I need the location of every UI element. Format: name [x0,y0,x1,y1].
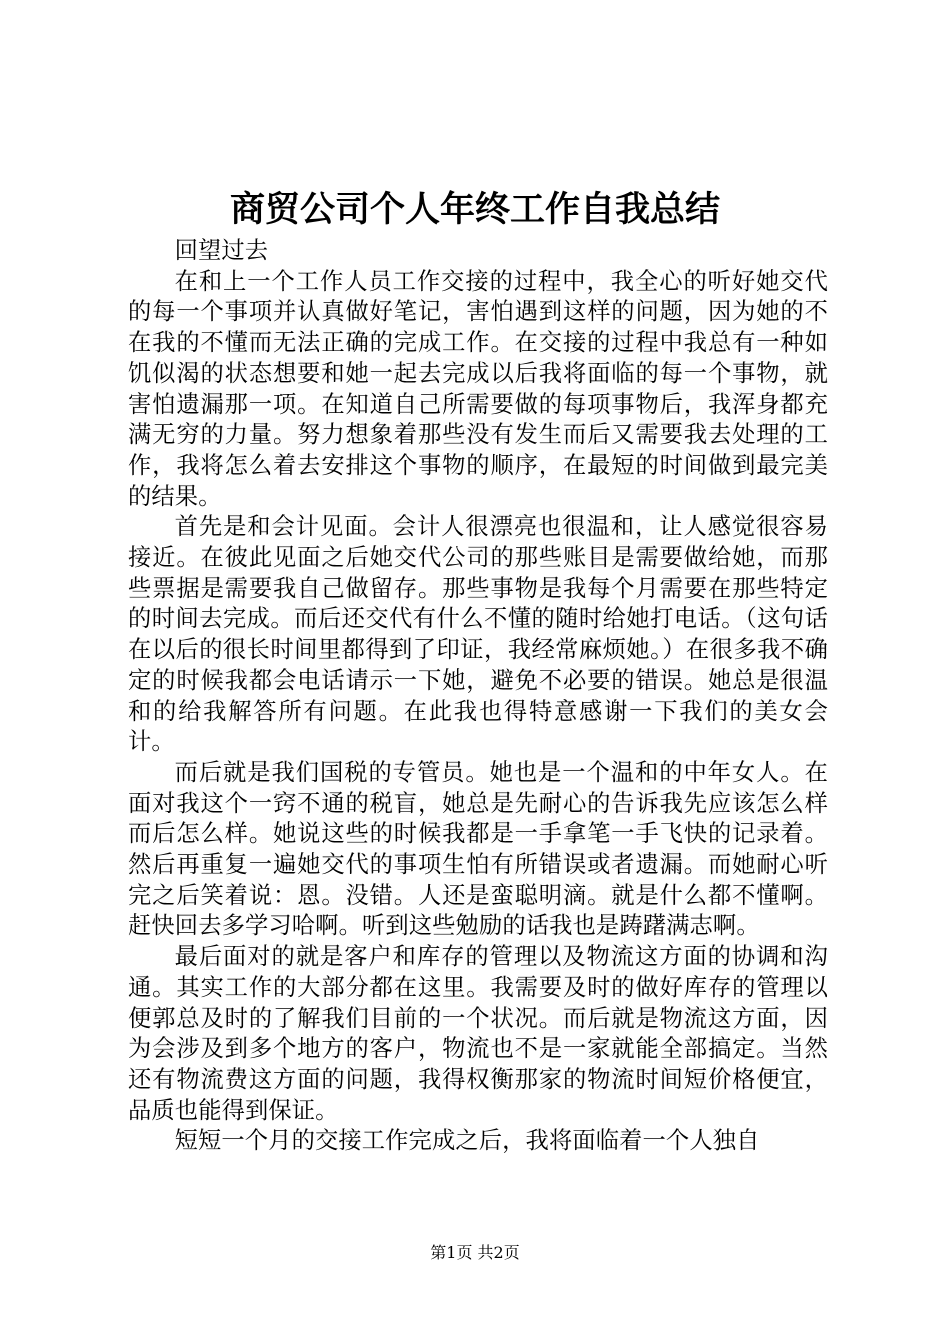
paragraph-logistics: 最后面对的就是客户和库存的管理以及物流这方面的协调和沟通。其实工作的大部分都在这里。我需要及时的做好库存的管理以便郭总及时的了解我们目前的一个状况。而后就是物流这方面，因为会涉及到多个地方的客户，物流也不是一家就能全部搞定。当然还有物流费这方面的问题，我得权衡那家的物流时间短价格便宜，品质也能得到保证。 [128,943,828,1124]
document-title: 商贸公司个人年终工作自我总结 [229,189,720,230]
section-heading: 回望过去 [174,237,269,264]
paragraph-continued: 短短一个月的交接工作完成之后，我将面临着一个人独自 [174,1127,760,1155]
paragraph-accountant: 首先是和会计见面。会计人很漂亮也很温和，让人感觉很容易接近。在彼此见面之后她交代公司的那些账目是需要做给她，而那些票据是需要我自己做留存。那些事物是我每个月需要在那些特定的时间去完成。而后还交代有什么不懂的随时给她打电话。（这句话在以后的很长时间里都得到了印证，我经常麻烦她。）在很多我不确定的时候我都会电话请示一下她，避免不必要的错误。她总是很温和的给我解答所有问题。在此我也得特意感谢一下我们的美女会计。 [128,513,828,756]
document-body [128,236,828,1157]
page-number-footer: 第1页 共2页 [430,1243,520,1262]
paragraph-tax-officer: 而后就是我们国税的专管员。她也是一个温和的中年女人。在面对我这个一窍不通的税盲，她总是先耐心的告诉我先应该怎么样而后怎么样。她说这些的时候我都是一手拿笔一手飞快的记录着。然后再重复一遍她交代的事项生怕有所错误或者遗漏。而她耐心听完之后笑着说：恩。没错。人还是蛮聪明滴。就是什么都不懂啊。赶快回去多学习哈啊。听到这些勉励的话我也是踌躇满志啊。 [128,758,828,940]
paragraph-handover: 在和上一个工作人员工作交接的过程中，我全心的听好她交代的每一个事项并认真做好笔记，害怕遇到这样的问题，因为她的不在我的不懂而无法正确的完成工作。在交接的过程中我总有一种如饥似渴的状态想要和她一起去完成以后我将面临的每一个事物，就害怕遗漏那一项。在知道自己所需要做的每项事物后，我浑身都充满无穷的力量。努力想象着那些没有发生而后又需要我去处理的工作，我将怎么着去安排这个事物的顺序，在最短的时间做到最完美的结果。 [128,267,828,510]
